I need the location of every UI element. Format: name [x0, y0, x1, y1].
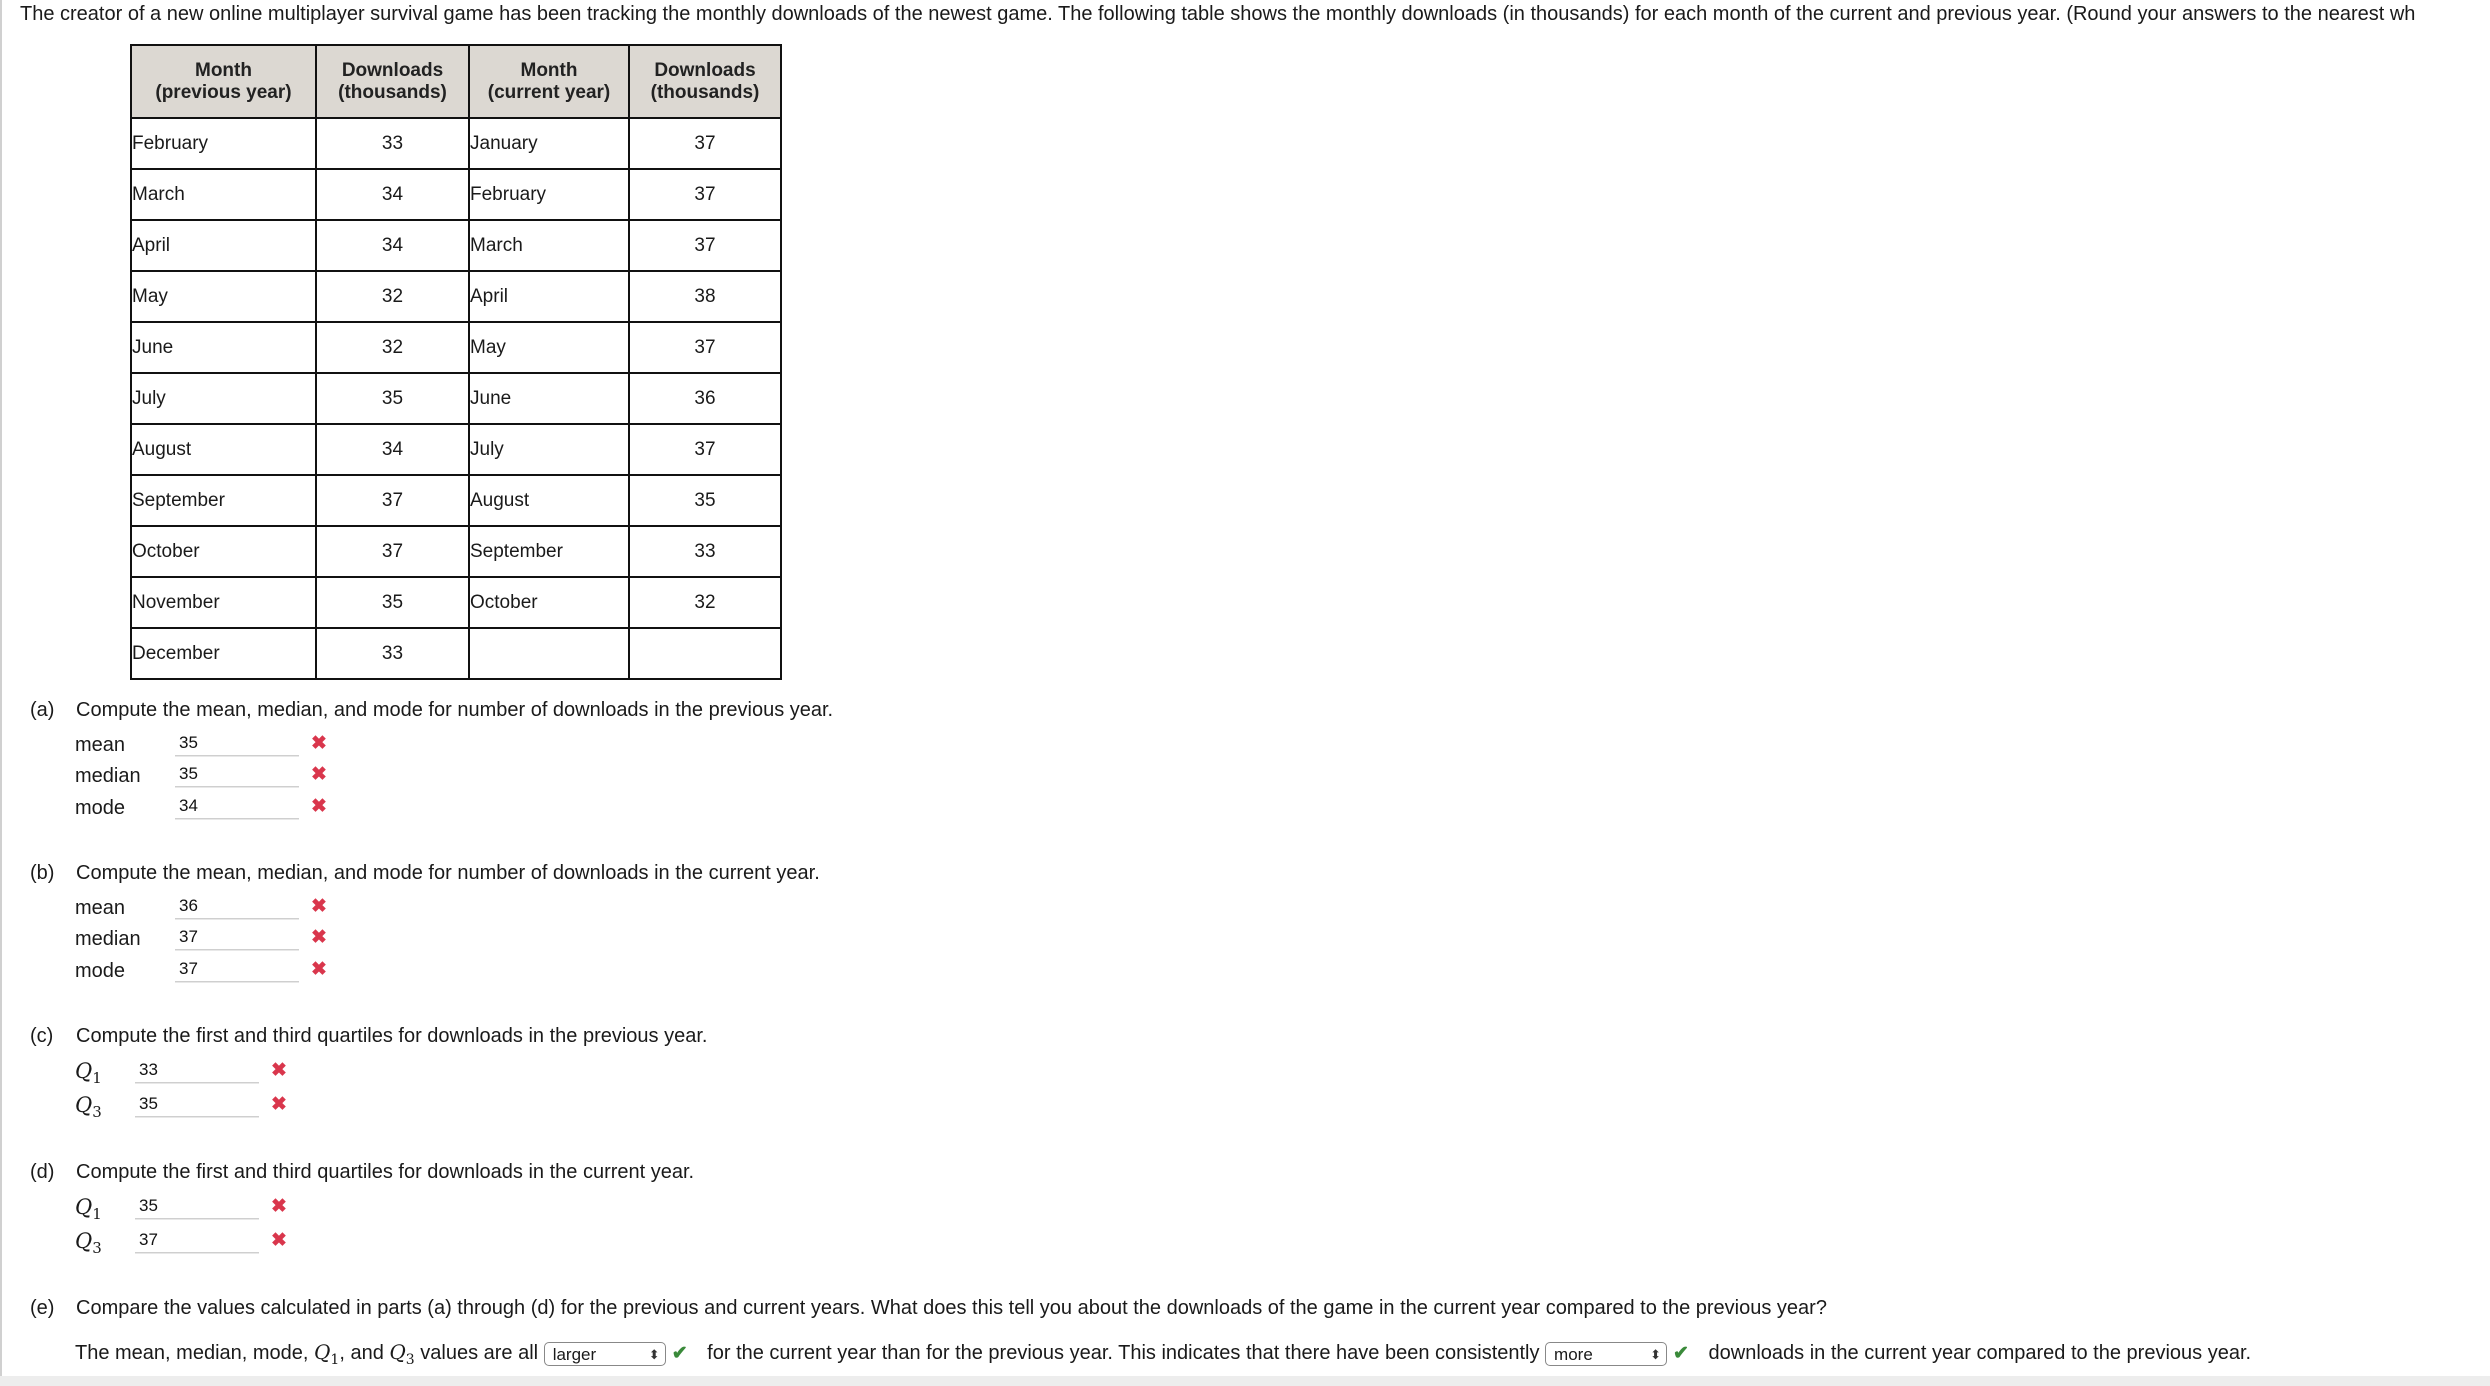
table-row	[131, 322, 781, 373]
cur-month-cell: October	[469, 577, 629, 628]
cur-downloads-cell: 37	[629, 220, 781, 271]
incorrect-icon: ✖	[271, 1230, 287, 1251]
incorrect-icon: ✖	[311, 796, 327, 817]
median-label: median	[75, 765, 141, 787]
prev-downloads-cell: 37	[316, 526, 469, 577]
problem-intro: The creator of a new online multiplayer survival game has been tracking the monthly downloads of the newest game. The following table shows the monthly downloads (in thousands) for each month of the current and previous year. (Round your answers to the nearest wh	[20, 3, 2416, 25]
cur-downloads-cell: 36	[629, 373, 781, 424]
incorrect-icon: ✖	[311, 733, 327, 754]
table-row	[131, 373, 781, 424]
prev-month-cell: November	[131, 577, 316, 628]
part-b-question: (b) Compute the mean, median, and mode for number of downloads in the current year.	[30, 862, 820, 884]
table-row	[131, 577, 781, 628]
prev-month-cell: April	[131, 220, 316, 271]
q1-label: $Q_1$	[75, 1195, 102, 1224]
cur-downloads-cell: 32	[629, 577, 781, 628]
part-d-question: (d) Compute the first and third quartiles for downloads in the current year.	[30, 1161, 695, 1183]
cur-month-cell	[469, 628, 629, 679]
mode-label: mode	[75, 797, 126, 819]
cur-month-cell: January	[469, 118, 629, 169]
bottom-scroll-band	[0, 1376, 2490, 1386]
prev-downloads-cell: 33	[316, 628, 469, 679]
incorrect-icon: ✖	[311, 927, 327, 948]
prev-month-cell: September	[131, 475, 316, 526]
cur-month-cell: March	[469, 220, 629, 271]
part-a-median-input[interactable]: 35	[175, 761, 299, 787]
prev-month-cell: February	[131, 118, 316, 169]
part-a-mean-input[interactable]: 35	[175, 730, 299, 756]
prev-month-cell: December	[131, 628, 316, 679]
cur-month-cell: May	[469, 322, 629, 373]
cur-month-cell: September	[469, 526, 629, 577]
table-row	[131, 475, 781, 526]
prev-downloads-cell: 37	[316, 475, 469, 526]
incorrect-icon: ✖	[271, 1060, 287, 1081]
part-c-q1-input[interactable]: 33	[135, 1057, 259, 1083]
header-prev-downloads: Downloads (thousands)	[316, 45, 469, 118]
prev-month-cell: October	[131, 526, 316, 577]
cur-downloads-cell: 33	[629, 526, 781, 577]
prev-month-cell: June	[131, 322, 316, 373]
part-b-median-input[interactable]: 37	[175, 924, 299, 950]
q3-label: $Q_3$	[75, 1093, 102, 1122]
part-b-mean-input[interactable]: 36	[175, 893, 299, 919]
part-a-question: (a) Compute the mean, median, and mode for number of downloads in the previous year.	[30, 699, 834, 721]
prev-downloads-cell: 35	[316, 373, 469, 424]
prev-month-cell: August	[131, 424, 316, 475]
part-d-q1-input[interactable]: 35	[135, 1193, 259, 1219]
cur-downloads-cell: 37	[629, 424, 781, 475]
table-row	[131, 628, 781, 679]
cur-downloads-cell	[629, 628, 781, 679]
table-header-row	[131, 45, 781, 118]
table-row	[131, 118, 781, 169]
prev-downloads-cell: 34	[316, 220, 469, 271]
incorrect-icon: ✖	[311, 764, 327, 785]
q3-symbol: $Q_3$	[389, 1340, 415, 1368]
prev-downloads-cell: 32	[316, 322, 469, 373]
cur-month-cell: July	[469, 424, 629, 475]
prev-downloads-cell: 34	[316, 424, 469, 475]
part-d-q3-input[interactable]: 37	[135, 1227, 259, 1253]
table-row	[131, 526, 781, 577]
updown-arrow-icon: ⬍	[1650, 1346, 1662, 1362]
q1-symbol: $Q_1$	[314, 1340, 340, 1368]
q3-label: $Q_3$	[75, 1229, 102, 1258]
part-b-mode-input[interactable]: 37	[175, 956, 299, 982]
incorrect-icon: ✖	[311, 896, 327, 917]
updown-arrow-icon: ⬍	[648, 1346, 660, 1362]
part-e-question: (e) Compare the values calculated in parts (a) through (d) for the previous and current years. What does this tell you about the downloads of the game in the current year compared to the previous year?	[30, 1297, 1827, 1319]
table-row	[131, 271, 781, 322]
comparison-select[interactable]: larger ⬍	[544, 1342, 666, 1366]
correct-check-icon: ✔	[671, 1343, 688, 1364]
prev-month-cell: March	[131, 169, 316, 220]
cur-month-cell: August	[469, 475, 629, 526]
table-row	[131, 220, 781, 271]
amount-select[interactable]: more ⬍	[1545, 1342, 1667, 1366]
part-e-sentence: The mean, median, mode, $Q_1$, and $Q_3$ values are all larger ⬍ ✔ for the current year than for the previous year. This indicates that there have been consistently more ⬍ ✔ downloads in the current year compared to the previous year.	[75, 1340, 2252, 1368]
prev-downloads-cell: 32	[316, 271, 469, 322]
cur-downloads-cell: 37	[629, 118, 781, 169]
table-row	[131, 169, 781, 220]
table-row	[131, 424, 781, 475]
incorrect-icon: ✖	[311, 959, 327, 980]
downloads-table	[130, 44, 782, 680]
prev-downloads-cell: 35	[316, 577, 469, 628]
part-c-question: (c) Compute the first and third quartiles for downloads in the previous year.	[30, 1025, 708, 1047]
median-label: median	[75, 928, 141, 950]
header-cur-month: Month (current year)	[469, 45, 629, 118]
incorrect-icon: ✖	[271, 1094, 287, 1115]
mean-label: mean	[75, 897, 126, 919]
prev-downloads-cell: 34	[316, 169, 469, 220]
cur-downloads-cell: 38	[629, 271, 781, 322]
prev-month-cell: July	[131, 373, 316, 424]
left-border	[0, 0, 2, 1386]
cur-month-cell: February	[469, 169, 629, 220]
correct-check-icon: ✔	[1673, 1343, 1689, 1364]
prev-month-cell: May	[131, 271, 316, 322]
header-cur-downloads: Downloads (thousands)	[629, 45, 781, 118]
cur-month-cell: April	[469, 271, 629, 322]
prev-downloads-cell: 33	[316, 118, 469, 169]
cur-downloads-cell: 37	[629, 322, 781, 373]
part-a-mode-input[interactable]: 34	[175, 793, 299, 819]
header-prev-month: Month (previous year)	[131, 45, 316, 118]
q1-label: $Q_1$	[75, 1059, 102, 1088]
cur-downloads-cell: 35	[629, 475, 781, 526]
part-c-q3-input[interactable]: 35	[135, 1091, 259, 1117]
cur-downloads-cell: 37	[629, 169, 781, 220]
incorrect-icon: ✖	[271, 1196, 287, 1217]
cur-month-cell: June	[469, 373, 629, 424]
mean-label: mean	[75, 734, 126, 756]
mode-label: mode	[75, 960, 126, 982]
